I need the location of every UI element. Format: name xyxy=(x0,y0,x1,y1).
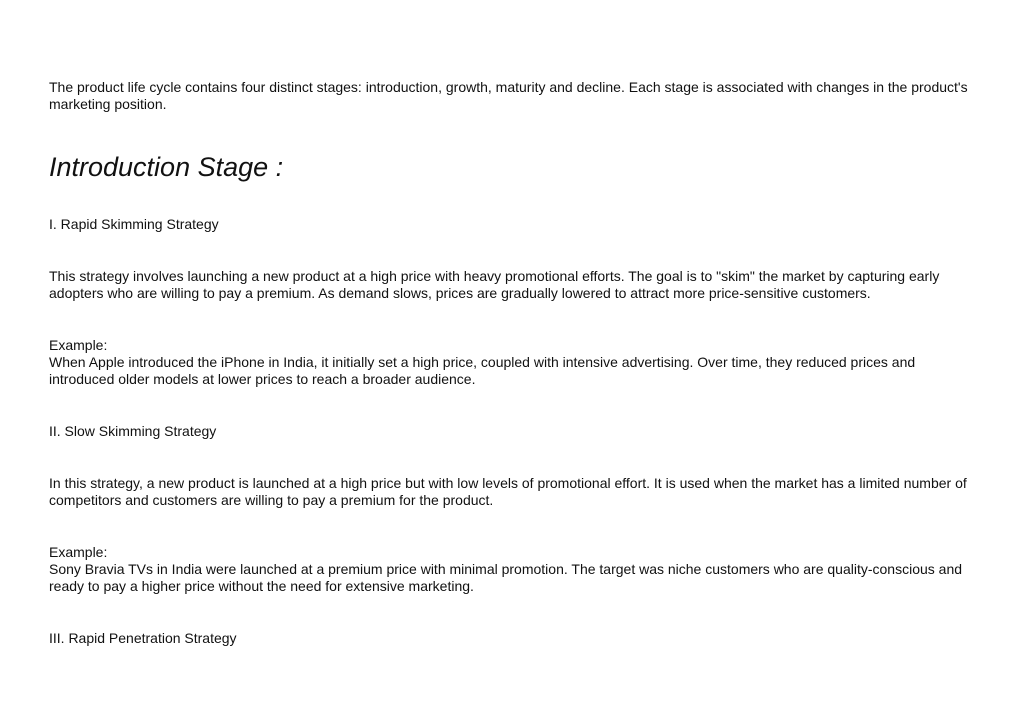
example-label: Example: xyxy=(49,544,108,560)
example-block xyxy=(49,544,979,595)
example-block xyxy=(49,337,979,388)
example-text: When Apple introduced the iPhone in India, it initially set a high price, coupled with intensive advertising. Over time, they reduced prices and introduced older models at lower prices to reach a broader audience. xyxy=(49,354,916,387)
strategy-title: I. Rapid Skimming Strategy xyxy=(49,216,219,232)
intro-paragraph: The product life cycle contains four distinct stages: introduction, growth, maturity and decline. Each stage is associated with changes in the product's marketing position. xyxy=(49,79,968,112)
example-text: Sony Bravia TVs in India were launched at a premium price with minimal promotion. The target was niche customers who are quality-conscious and ready to pay a higher price without the need for extensive marketing. xyxy=(49,561,963,594)
strategy-description: In this strategy, a new product is launched at a high price but with low levels of promotional effort. It is used when the market has a limited number of competitors and customers are willing to pay a premium for the product. xyxy=(49,475,967,508)
strategy-description: This strategy involves launching a new product at a high price with heavy promotional efforts. The goal is to "skim" the market by capturing early adopters who are willing to pay a premium. As demand slows, prices are gradually lowered to attract more price-sensitive customers. xyxy=(49,268,940,301)
section-heading: Introduction Stage : xyxy=(49,152,284,182)
document-page xyxy=(49,79,979,682)
example-label: Example: xyxy=(49,337,108,353)
strategy-title: II. Slow Skimming Strategy xyxy=(49,423,217,439)
strategy-title: III. Rapid Penetration Strategy xyxy=(49,630,237,646)
